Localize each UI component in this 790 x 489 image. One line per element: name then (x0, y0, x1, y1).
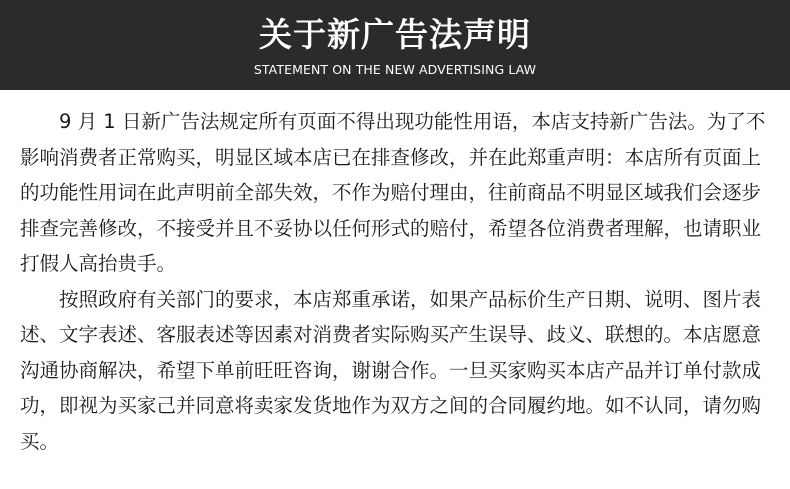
statement-body (20, 104, 776, 459)
statement-paragraph-1: 9 月 1 日新广告法规定所有页面不得出现功能性用语，本店支持新广告法。为了不影响消费者正常购买，明显区域本店已在排查修改，并在此郑重声明：本店所有页面上的功能性用词在此声明前全部失效，不作为赔付理由，往前商品不明显区域我们会逐步排查完善修改，不接受并且不妥协以任何形式的赔付，希望各位消费者理解，也请职业打假人高抬贵手。 (20, 110, 766, 275)
page-subtitle: STATEMENT ON THE NEW ADVERTISING LAW (253, 62, 537, 77)
header-banner (0, 0, 790, 90)
page-title: 关于新广告法声明 (259, 15, 531, 54)
statement-paragraph-2: 按照政府有关部门的要求，本店郑重承诺，如果产品标价生产日期、说明、图片表述、文字表述、客服表述等因素对消费者实际购买产生误导、歧义、联想的。本店愿意沟通协商解决，希望下单前旺旺咨询，谢谢合作。一旦买家购买本店产品并订单付款成功，即视为买家己并同意将卖家发货地作为双方之间的合同履约地。如不认同，请勿购买。 (20, 287, 762, 453)
